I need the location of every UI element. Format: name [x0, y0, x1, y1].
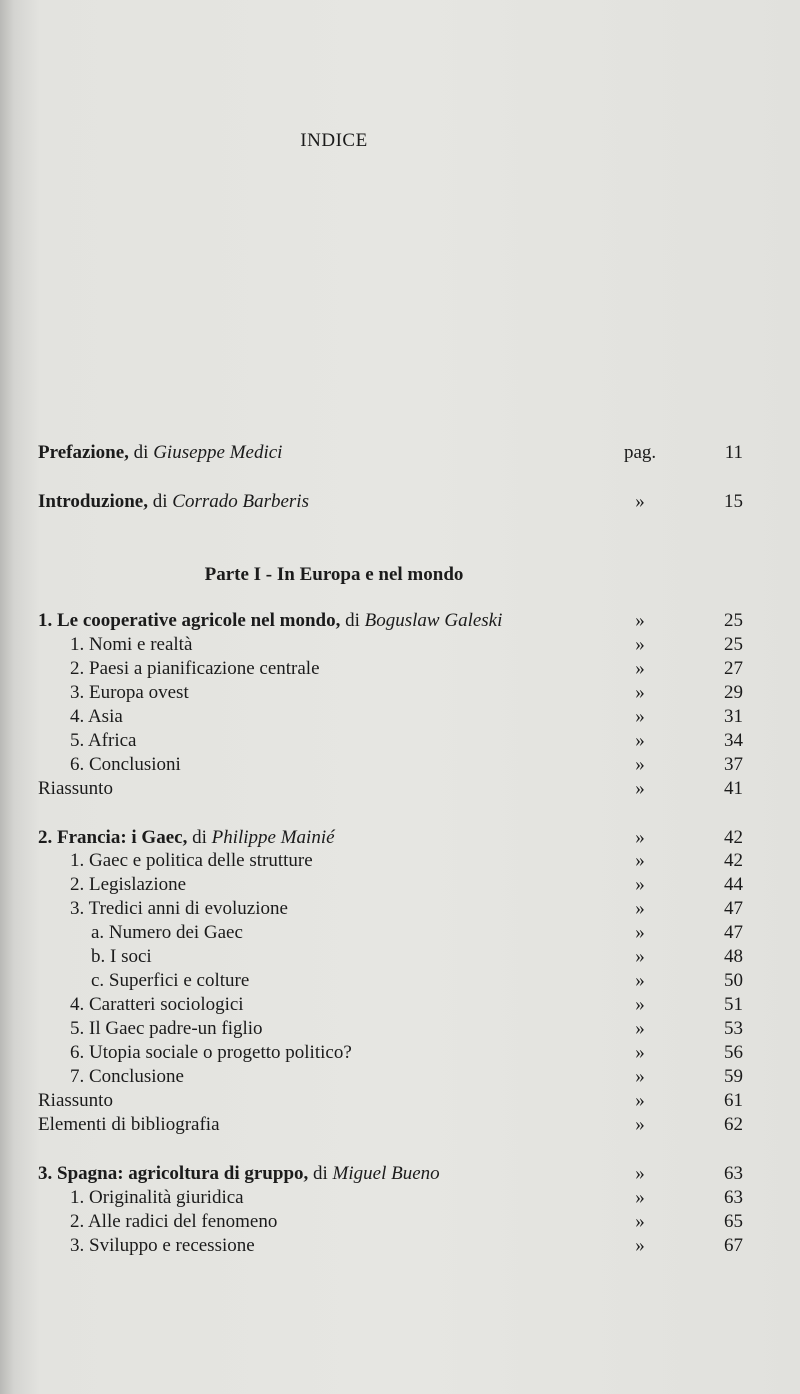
entry-label: Prefazione,: [38, 442, 129, 463]
chapter-heading-1: [38, 609, 743, 633]
page-marker: »: [635, 706, 645, 727]
page-marker: »: [635, 1187, 645, 1208]
entry-label: 2. Paesi a pianificazione centrale: [70, 658, 320, 679]
page-marker: »: [635, 634, 645, 655]
page-number: 37: [724, 754, 743, 775]
entry-by: di: [192, 827, 207, 848]
toc-item: [38, 897, 743, 921]
toc-item: [38, 705, 743, 729]
page-marker: »: [635, 922, 645, 943]
entry-author: Corrado Barberis: [172, 491, 309, 512]
page-number: 67: [724, 1235, 743, 1256]
toc-item: [38, 681, 743, 705]
entry-author: Philippe Mainié: [211, 827, 335, 848]
page-marker: »: [635, 970, 645, 991]
page-number: 42: [724, 827, 743, 848]
page-number: 44: [724, 874, 743, 895]
page-number: 61: [724, 1090, 743, 1111]
page-number: 15: [724, 491, 743, 512]
page-number: 25: [724, 634, 743, 655]
page-marker: »: [635, 1042, 645, 1063]
toc-item: [38, 633, 743, 657]
page-number: 25: [724, 610, 743, 631]
toc-entry-introduzione: [38, 490, 743, 514]
page-marker: »: [635, 1114, 645, 1135]
page-marker: »: [635, 827, 645, 848]
toc-bibliography: [38, 1113, 743, 1137]
entry-label: 5. Africa: [70, 730, 137, 751]
page-number: 63: [724, 1163, 743, 1184]
page-marker: »: [635, 1163, 645, 1184]
page-marker: »: [635, 491, 645, 512]
toc-entry-prefazione: [38, 441, 743, 465]
entry-label: 1. Originalità giuridica: [70, 1187, 244, 1208]
toc-item: [38, 1017, 743, 1041]
entry-label: 3. Spagna: agricoltura di gruppo,: [38, 1163, 309, 1184]
entry-author: Giuseppe Medici: [153, 442, 283, 463]
page-marker: »: [635, 946, 645, 967]
entry-by: di: [345, 610, 360, 631]
page-marker: »: [635, 682, 645, 703]
toc-item: [38, 1065, 743, 1089]
entry-label: b. I soci: [91, 946, 152, 967]
toc-item: [38, 657, 743, 681]
page-marker: »: [635, 1018, 645, 1039]
page-number: 27: [724, 658, 743, 679]
page-number: 56: [724, 1042, 743, 1063]
page-number: 31: [724, 706, 743, 727]
toc-subitem: [38, 921, 743, 945]
toc-subitem: [38, 945, 743, 969]
page-number: 34: [724, 730, 743, 751]
page-number: 42: [724, 850, 743, 871]
entry-by: di: [313, 1163, 328, 1184]
page-marker: »: [635, 898, 645, 919]
page-number: 47: [724, 922, 743, 943]
entry-label: 6. Conclusioni: [70, 754, 181, 775]
entry-label: 6. Utopia sociale o progetto politico?: [70, 1042, 352, 1063]
entry-label: 3. Europa ovest: [70, 682, 189, 703]
page-number: 50: [724, 970, 743, 991]
entry-label: Introduzione,: [38, 491, 148, 512]
toc-item: [38, 1210, 743, 1234]
page-marker: »: [635, 610, 645, 631]
entry-label: a. Numero dei Gaec: [91, 922, 243, 943]
entry-label: 1. Nomi e realtà: [70, 634, 193, 655]
page-number: 47: [724, 898, 743, 919]
toc-item: [38, 873, 743, 897]
toc-item: [38, 1234, 743, 1258]
entry-label: 4. Asia: [70, 706, 123, 727]
toc-subitem: [38, 969, 743, 993]
page-number: 29: [724, 682, 743, 703]
page-number: 51: [724, 994, 743, 1015]
page-number: 63: [724, 1187, 743, 1208]
entry-author: Miguel Bueno: [332, 1163, 440, 1184]
entry-label: Riassunto: [38, 778, 113, 799]
toc-item: [38, 729, 743, 753]
toc-summary: [38, 1089, 743, 1113]
chapter-heading-2: [38, 826, 743, 850]
page-number: 41: [724, 778, 743, 799]
toc-item: [38, 753, 743, 777]
entry-label: 7. Conclusione: [70, 1066, 184, 1087]
entry-label: 2. Legislazione: [70, 874, 187, 895]
entry-by: di: [152, 491, 168, 512]
entry-label: 2. Francia: i Gaec,: [38, 827, 188, 848]
entry-by: di: [133, 442, 149, 463]
toc-item: [38, 1186, 743, 1210]
toc-item: [38, 993, 743, 1017]
page-marker: »: [635, 874, 645, 895]
page-marker: »: [635, 994, 645, 1015]
part-title: Parte I - In Europa e nel mondo: [204, 564, 464, 585]
entry-label: 1. Le cooperative agricole nel mondo,: [38, 610, 341, 631]
entry-label: c. Superfici e colture: [91, 970, 250, 991]
page-marker: pag.: [624, 442, 657, 463]
page-number: 11: [724, 442, 743, 463]
page-marker: »: [635, 1066, 645, 1087]
page-number: 48: [724, 946, 743, 967]
entry-label: 2. Alle radici del fenomeno: [70, 1211, 278, 1232]
page-marker: »: [635, 730, 645, 751]
page-marker: »: [635, 1211, 645, 1232]
page-marker: »: [635, 850, 645, 871]
entry-label: 5. Il Gaec padre-un figlio: [70, 1018, 263, 1039]
entry-label: 3. Sviluppo e recessione: [70, 1235, 255, 1256]
entry-label: Elementi di bibliografia: [38, 1114, 220, 1135]
page-number: 53: [724, 1018, 743, 1039]
entry-author: Boguslaw Galeski: [364, 610, 503, 631]
entry-label: 3. Tredici anni di evoluzione: [70, 898, 288, 919]
page-marker: »: [635, 1090, 645, 1111]
toc-summary: [38, 777, 743, 801]
page-title: INDICE: [300, 130, 368, 151]
page-marker: »: [635, 1235, 645, 1256]
entry-label: Riassunto: [38, 1090, 113, 1111]
toc-item: [38, 1041, 743, 1065]
chapter-heading-3: [38, 1162, 743, 1186]
page-marker: »: [635, 778, 645, 799]
entry-label: 4. Caratteri sociologici: [70, 994, 244, 1015]
page-number: 62: [724, 1114, 743, 1135]
entry-label: 1. Gaec e politica delle strutture: [70, 850, 313, 871]
page-marker: »: [635, 658, 645, 679]
toc-item: [38, 849, 743, 873]
page-number: 65: [724, 1211, 743, 1232]
page-number: 59: [724, 1066, 743, 1087]
page-marker: »: [635, 754, 645, 775]
